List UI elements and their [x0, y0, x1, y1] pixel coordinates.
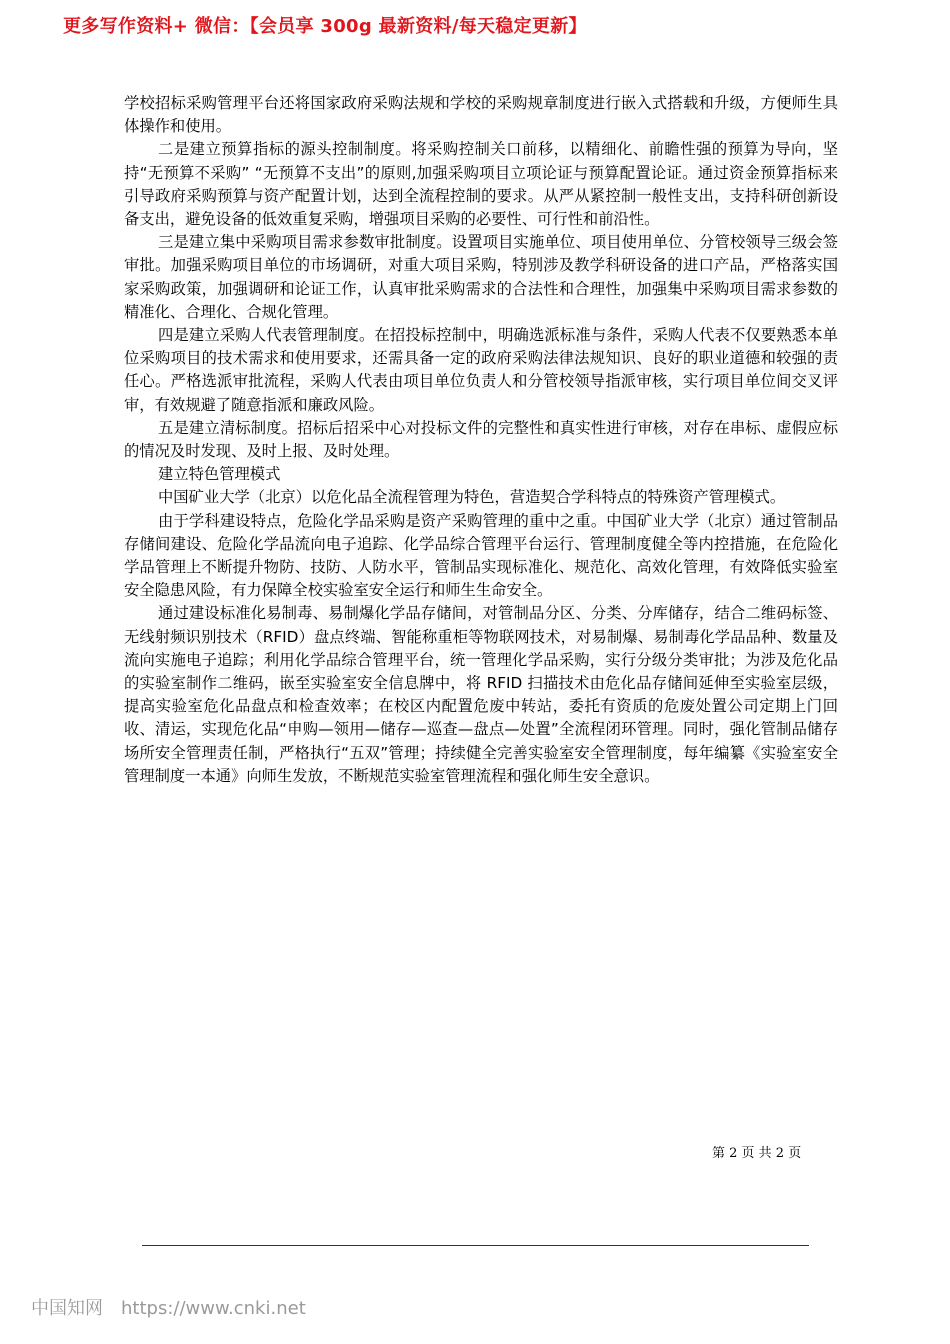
paragraph-hazardous-chemicals: 由于学科建设特点，危险化学品采购是资产采购管理的重中之重。中国矿业大学（北京）通过管制品存储间建设、危险化学品流向电子追踪、化学品综合管理平台运行、管理制度健全等内控措施，在危险化学品管理上不断提升物防、技防、人防水平，管制品实现标准化、规范化、高效化管理，有效降低实验室安全隐患风险，有力保障全校实验室安全运行和师生生命安全。 — [124, 511, 838, 600]
section-heading: 建立特色管理模式 — [158, 465, 281, 484]
footer — [31, 1294, 306, 1320]
paragraph-purchaser-representative: 四是建立采购人代表管理制度。在招投标控制中，明确选派标准与条件，采购人代表不仅要熟悉本单位采购项目的技术需求和使用要求，还需具备一定的政府采购法律法规知识、良好的职业道德和较强的责任心。严格选派审批流程，采购人代表由项目单位负责人和分管校领导指派审核，实行项目单位间交叉评审，有效规避了随意指派和廉政风险。 — [124, 326, 838, 414]
promo-banner: 更多写作资料+ 微信：【会员享 300g 最新资料/每天稳定更新】 — [63, 16, 587, 37]
paragraph-demand-approval: 三是建立集中采购项目需求参数审批制度。设置项目实施单位、项目使用单位、分管校领导三级会签审批。加强采购项目单位的市场调研，对重大项目采购，特别涉及教学科研设备的进口产品，严格落实国家采购政策，加强调研和论证工作，认真审批采购需求的合法性和合理性，加强集中采购项目需求参数的精准化、合理化、合规化管理。 — [124, 233, 838, 321]
document-body — [124, 92, 838, 788]
page-number: 第 2 页 共 2 页 — [712, 1146, 802, 1161]
paragraph-storage-tracking: 通过建设标准化易制毒、易制爆化学品存储间，对管制品分区、分类、分库储存，结合二维码标签、无线射频识别技术（RFID）盘点终端、智能称重柜等物联网技术，对易制爆、易制毒化学品品种、数量及流向实施电子追踪；利用化学品综合管理平台，统一管理化学品采购，实行分级分类审批；为涉及危化品的实验室制作二维码，嵌至实验室安全信息牌中，将 RFID 扫描技术由危化品存储间延伸至实验室层级，提高实验室危化品盘点和检查效率；在校区内配置危废中转站，委托有资质的危废处置公司定期上门回收、清运，实现危化品“申购—领用—储存—巡查—盘点—处置”全流程闭环管理。同时，强化管制品储存场所安全管理责任制，严格执行“五双”管理；持续健全完善实验室安全管理制度，每年编纂《实验室安全管理制度一本通》向师生发放，不断规范实验室管理流程和强化师生安全意识。 — [124, 604, 838, 785]
footer-divider — [142, 1245, 809, 1246]
paragraph-continuation: 学校招标采购管理平台还将国家政府采购法规和学校的采购规章制度进行嵌入式搭载和升级，方便师生具体操作和使用。 — [124, 94, 838, 136]
paragraph-bid-clearing: 五是建立清标制度。招标后招采中心对投标文件的完整性和真实性进行审核，对存在串标、虚假应标的情况及时发现、及时上报、及时处理。 — [124, 418, 838, 461]
paragraph-budget-control: 二是建立预算指标的源头控制制度。将采购控制关口前移，以精细化、前瞻性强的预算为导向，坚持“无预算不采购” “无预算不支出”的原则,加强采购项目立项论证与预算配置论证。通过资金预算指标来引导政府采购预算与资产配置计划，达到全流程控制的要求。从严从紧控制一般性支出，支持科研创新设备支出，避免设备的低效重复采购，增强项目采购的必要性、可行性和前沿性。 — [124, 140, 838, 229]
footer-brand: 中国知网 — [31, 1298, 103, 1319]
paragraph-intro: 中国矿业大学（北京）以危化品全流程管理为特色，营造契合学科特点的特殊资产管理模式。 — [158, 488, 786, 507]
footer-url-link[interactable]: https://www.cnki.net — [121, 1298, 306, 1319]
